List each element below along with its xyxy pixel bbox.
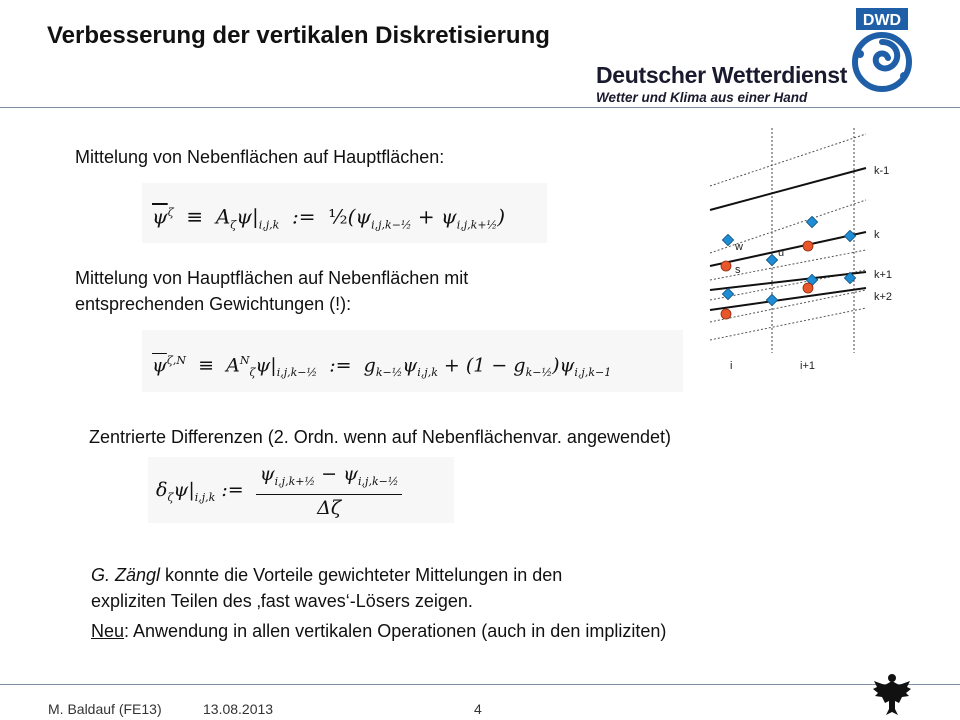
new-label: Neu	[91, 621, 125, 641]
dwd-logo-text: DWD	[862, 12, 902, 29]
heading-averaging-full-to-half-line2: entsprechenden Gewichtungen (!):	[75, 294, 352, 314]
header-divider	[0, 107, 960, 108]
dwd-logo	[842, 6, 922, 96]
s-point	[803, 283, 813, 293]
heading-averaging-half-to-full: Mittelung von Nebenflächen auf Hauptflächen:	[75, 147, 445, 167]
label-level-k: k	[874, 229, 880, 241]
eagle-head	[888, 674, 896, 682]
author-reference: G. Zängl	[91, 565, 161, 585]
label-w: w	[735, 241, 743, 253]
paragraph-line3	[91, 620, 666, 643]
paragraph-line1	[91, 564, 562, 587]
brand-name: Deutscher Wetterdienst	[596, 62, 848, 88]
footer-divider	[0, 684, 960, 685]
main-level-k-1	[710, 168, 866, 210]
page-number: 4	[474, 701, 482, 717]
eagle-body	[873, 681, 911, 715]
vertical-grid-diagram	[706, 128, 956, 378]
label-level-k+2: k+2	[874, 291, 893, 303]
s-point	[721, 309, 731, 319]
label-column-i+1: i+1	[800, 360, 815, 372]
brand-block	[596, 62, 856, 105]
label-s: s	[735, 264, 741, 276]
main-level-k+2	[710, 288, 866, 310]
formula-centered-difference: $\delta_\zeta\psi|_{i,j,k}$ := $\frac{\psi_{i,j,k+\frac{1}{2}} - \psi_{i,j,k-\frac{1}{2}}}{\Delta\zeta}$	[148, 457, 454, 523]
label-level-k+1: k+1	[874, 269, 893, 281]
half-level-line	[710, 134, 866, 186]
paragraph-line1-text: konnte die Vorteile gewichteter Mittelungen in den	[160, 565, 563, 585]
half-level-line	[710, 308, 866, 340]
main-level-k	[710, 232, 866, 266]
brand-tagline: Wetter und Klima aus einer Hand	[596, 90, 808, 105]
u-point	[766, 294, 777, 305]
main-level-k+1	[710, 272, 866, 290]
s-point	[803, 241, 813, 251]
dwd-logo-dot	[900, 72, 908, 80]
paragraph-line2: expliziten Teilen des ‚fast waves‘-Lösers zeigen.	[91, 591, 473, 611]
w-point	[806, 216, 817, 227]
half-level-line	[710, 200, 866, 253]
slide-title: Verbesserung der vertikalen Diskretisierung	[47, 22, 550, 49]
w-point	[722, 288, 733, 299]
heading-averaging-full-to-half-line1: Mittelung von Hauptflächen auf Nebenflächen mit	[75, 268, 469, 288]
label-level-k-1: k-1	[874, 165, 890, 177]
formula-weighted-averaging: $\overline{\psi}^{\zeta,N} \equiv A^N_\zeta\psi|_{i,j,k-\frac{1}{2}}$ := $g_{k-\frac{1}{2}}\psi_{i,j,k} + (1 - g_{k-\frac{1}{2}})\psi_{i,j,k-1}$	[142, 330, 683, 392]
label-column-i: i	[730, 360, 733, 372]
federal-eagle-icon	[870, 671, 914, 717]
heading-centered-differences: Zentrierte Differenzen (2. Ordn. wenn auf Nebenflächenvar. angewendet)	[89, 427, 672, 447]
dwd-logo-dot	[856, 50, 864, 58]
formula-averaging-half-to-full: $\overline{\psi}^\zeta \equiv A_\zeta\psi|_{i,j,k}$ := $\frac{1}{2}(\psi_{i,j,k-\frac{1}{2}} + \psi_{i,j,k+\frac{1}{2}})$	[142, 183, 547, 243]
u-point	[766, 254, 777, 265]
label-u: u	[778, 247, 785, 259]
s-point	[721, 261, 731, 271]
dwd-logo-swirl	[876, 42, 897, 68]
paragraph-line3-text: : Anwendung in allen vertikalen Operationen (auch in den impliziten)	[124, 621, 667, 641]
footer-date: 13.08.2013	[203, 701, 274, 717]
footer-author: M. Baldauf (FE13)	[48, 701, 162, 717]
w-point	[722, 234, 733, 245]
